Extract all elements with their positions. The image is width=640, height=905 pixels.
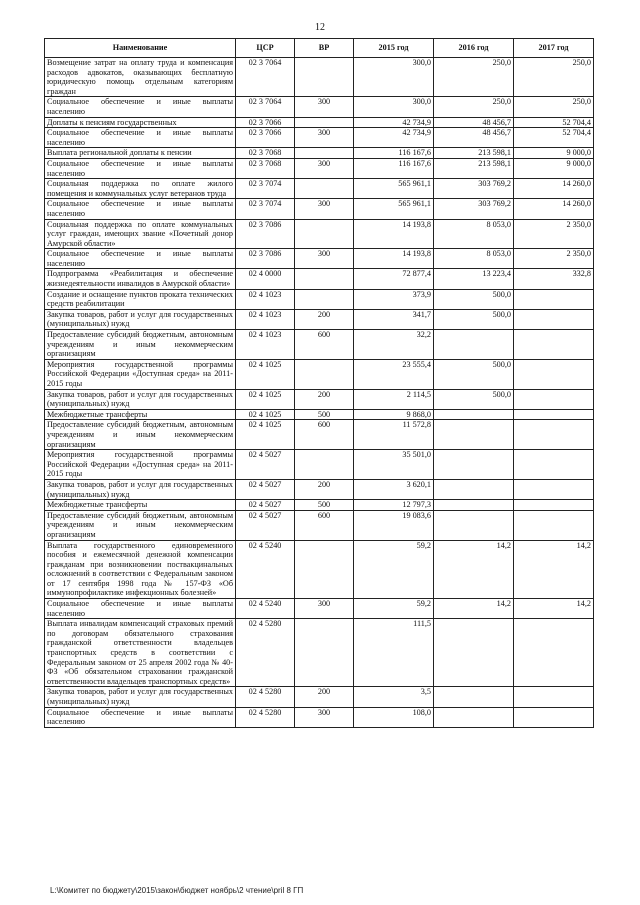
cell-name: Мероприятия государственной программы Российской Федерации «Доступная среда» на 2011-2015 годы [45, 359, 236, 389]
cell-2015: 2 114,5 [354, 389, 434, 409]
cell-name: Социальное обеспечение и иные выплаты населению [45, 707, 236, 727]
cell-2016: 13 223,4 [434, 269, 514, 289]
cell-name: Закупка товаров, работ и услуг для государственных (муниципальных) нужд [45, 389, 236, 409]
table-header-row [45, 39, 594, 58]
cell-name: Социальное обеспечение и иные выплаты населению [45, 97, 236, 117]
table-row [45, 420, 594, 450]
cell-csr: 02 4 5280 [236, 707, 295, 727]
cell-name: Закупка товаров, работ и услуг для государственных (муниципальных) нужд [45, 309, 236, 329]
cell-vr [295, 289, 354, 309]
table-row [45, 219, 594, 249]
cell-name: Подпрограмма «Реабилитация и обеспечение жизнедеятельности инвалидов в Амурской области» [45, 269, 236, 289]
cell-name: Социальное обеспечение и иные выплаты населению [45, 599, 236, 619]
cell-2017 [514, 309, 594, 329]
cell-2017: 2 350,0 [514, 249, 594, 269]
cell-name: Выплата государственного единовременного пособия и ежемесячной денежной компенсации гражданам при возникновении поствакцинальных осложнений в соответствии с Федеральным законом от 17 сентября 1998 года № 157-ФЗ «Об иммунопрофилактике инфекционных болезней» [45, 540, 236, 599]
cell-2017 [514, 450, 594, 480]
cell-2017: 52 704,4 [514, 117, 594, 128]
cell-vr [295, 359, 354, 389]
cell-2015: 12 797,3 [354, 500, 434, 511]
cell-2016: 213 598,1 [434, 158, 514, 178]
cell-csr: 02 3 7066 [236, 128, 295, 148]
cell-2017: 14,2 [514, 540, 594, 599]
cell-2015: 116 167,6 [354, 158, 434, 178]
cell-csr: 02 4 5027 [236, 450, 295, 480]
cell-vr: 200 [295, 687, 354, 707]
cell-2015: 42 734,9 [354, 117, 434, 128]
cell-2017: 14 260,0 [514, 199, 594, 219]
cell-csr: 02 4 1025 [236, 409, 295, 420]
cell-name: Предоставление субсидий бюджетным, автономным учреждениям и иным некоммерческим организациям [45, 330, 236, 360]
cell-2017 [514, 359, 594, 389]
cell-csr: 02 3 7064 [236, 97, 295, 117]
cell-name: Социальная поддержка по оплате жилого помещения и коммунальных услуг ветеранов труда [45, 179, 236, 199]
table-row [45, 500, 594, 511]
cell-2016: 500,0 [434, 389, 514, 409]
cell-csr: 02 4 1023 [236, 309, 295, 329]
cell-2015: 14 193,8 [354, 249, 434, 269]
table-row [45, 687, 594, 707]
header-csr: ЦСР [236, 39, 295, 58]
cell-2017: 14,2 [514, 599, 594, 619]
cell-vr: 300 [295, 599, 354, 619]
cell-name: Создание и оснащение пунктов проката технических средств реабилитации [45, 289, 236, 309]
cell-vr: 600 [295, 330, 354, 360]
header-2017: 2017 год [514, 39, 594, 58]
cell-2016: 14,2 [434, 540, 514, 599]
cell-2015: 3 620,1 [354, 479, 434, 499]
cell-2017 [514, 289, 594, 309]
cell-2016: 48 456,7 [434, 128, 514, 148]
cell-vr: 300 [295, 249, 354, 269]
cell-2017 [514, 687, 594, 707]
table-row [45, 450, 594, 480]
cell-csr: 02 4 1023 [236, 330, 295, 360]
cell-vr [295, 117, 354, 128]
cell-2016: 500,0 [434, 359, 514, 389]
cell-2015: 42 734,9 [354, 128, 434, 148]
cell-2015: 373,9 [354, 289, 434, 309]
cell-name: Предоставление субсидий бюджетным, автономным учреждениям и иным некоммерческим организациям [45, 510, 236, 540]
cell-2017 [514, 420, 594, 450]
cell-name: Межбюджетные трансферты [45, 409, 236, 420]
cell-vr: 500 [295, 409, 354, 420]
header-vr: ВР [295, 39, 354, 58]
cell-vr: 600 [295, 420, 354, 450]
cell-2016 [434, 409, 514, 420]
cell-2016 [434, 479, 514, 499]
cell-csr: 02 4 1025 [236, 420, 295, 450]
cell-name: Социальное обеспечение и иные выплаты населению [45, 249, 236, 269]
table-row [45, 707, 594, 727]
cell-vr [295, 219, 354, 249]
cell-vr: 600 [295, 510, 354, 540]
cell-2015: 11 572,8 [354, 420, 434, 450]
cell-name: Мероприятия государственной программы Российской Федерации «Доступная среда» на 2011-2015 годы [45, 450, 236, 480]
cell-name: Межбюджетные трансферты [45, 500, 236, 511]
cell-csr: 02 4 1025 [236, 389, 295, 409]
cell-2015: 300,0 [354, 58, 434, 97]
cell-name: Социальная поддержка по оплате коммунальных услуг граждан, имеющих звание «Почетный донор Амурской области» [45, 219, 236, 249]
header-2016: 2016 год [434, 39, 514, 58]
cell-2016 [434, 619, 514, 687]
cell-csr: 02 4 5240 [236, 540, 295, 599]
cell-2015: 3,5 [354, 687, 434, 707]
table-row [45, 58, 594, 97]
cell-2016: 48 456,7 [434, 117, 514, 128]
cell-2016 [434, 687, 514, 707]
cell-2017 [514, 330, 594, 360]
cell-vr: 300 [295, 97, 354, 117]
cell-2016 [434, 420, 514, 450]
cell-csr: 02 4 5027 [236, 510, 295, 540]
cell-2017 [514, 619, 594, 687]
table-row [45, 409, 594, 420]
cell-vr: 300 [295, 128, 354, 148]
cell-vr: 300 [295, 158, 354, 178]
cell-2015: 14 193,8 [354, 219, 434, 249]
cell-2017: 52 704,4 [514, 128, 594, 148]
cell-csr: 02 4 5280 [236, 687, 295, 707]
cell-name: Социальное обеспечение и иные выплаты населению [45, 128, 236, 148]
page-number: 12 [315, 22, 325, 33]
table-body [45, 58, 594, 728]
cell-name: Социальное обеспечение и иные выплаты населению [45, 158, 236, 178]
header-2015: 2015 год [354, 39, 434, 58]
table-row [45, 389, 594, 409]
cell-2015: 59,2 [354, 540, 434, 599]
cell-2016: 303 769,2 [434, 199, 514, 219]
cell-csr: 02 4 1025 [236, 359, 295, 389]
cell-2016: 500,0 [434, 309, 514, 329]
cell-vr: 200 [295, 389, 354, 409]
cell-2016 [434, 510, 514, 540]
cell-name: Доплаты к пенсиям государственных [45, 117, 236, 128]
cell-2015: 19 083,6 [354, 510, 434, 540]
cell-2015: 111,5 [354, 619, 434, 687]
cell-2016 [434, 330, 514, 360]
cell-2015: 116 167,6 [354, 148, 434, 159]
header-name: Наименование [45, 39, 236, 58]
table-row [45, 179, 594, 199]
cell-2016 [434, 500, 514, 511]
cell-name: Закупка товаров, работ и услуг для государственных (муниципальных) нужд [45, 479, 236, 499]
table-row [45, 269, 594, 289]
cell-2017: 332,8 [514, 269, 594, 289]
cell-2017 [514, 479, 594, 499]
cell-2016: 8 053,0 [434, 249, 514, 269]
table-row [45, 199, 594, 219]
table-row [45, 97, 594, 117]
cell-name: Возмещение затрат на оплату труда и компенсация расходов адвокатов, оказывающих бесплатную юридическую помощь отдельным категориям граждан [45, 58, 236, 97]
cell-csr: 02 4 1023 [236, 289, 295, 309]
cell-name: Предоставление субсидий бюджетным, автономным учреждениям и иным некоммерческим организациям [45, 420, 236, 450]
cell-2017 [514, 389, 594, 409]
table-row [45, 510, 594, 540]
cell-csr: 02 4 5027 [236, 479, 295, 499]
cell-2016 [434, 707, 514, 727]
cell-csr: 02 4 0000 [236, 269, 295, 289]
cell-vr [295, 269, 354, 289]
cell-2015: 35 501,0 [354, 450, 434, 480]
table-row [45, 479, 594, 499]
cell-vr: 200 [295, 479, 354, 499]
cell-csr: 02 3 7064 [236, 58, 295, 97]
cell-2017: 250,0 [514, 97, 594, 117]
cell-vr [295, 58, 354, 97]
cell-2016: 250,0 [434, 58, 514, 97]
cell-vr [295, 148, 354, 159]
table-row [45, 619, 594, 687]
cell-csr: 02 4 5280 [236, 619, 295, 687]
cell-vr [295, 619, 354, 687]
cell-2017 [514, 409, 594, 420]
cell-2017 [514, 500, 594, 511]
table-row [45, 330, 594, 360]
cell-name: Закупка товаров, работ и услуг для государственных (муниципальных) нужд [45, 687, 236, 707]
cell-2015: 23 555,4 [354, 359, 434, 389]
cell-2015: 565 961,1 [354, 199, 434, 219]
cell-vr: 300 [295, 199, 354, 219]
table-row [45, 540, 594, 599]
cell-vr [295, 179, 354, 199]
cell-2017 [514, 510, 594, 540]
table-row [45, 148, 594, 159]
cell-2016: 213 598,1 [434, 148, 514, 159]
cell-2017: 9 000,0 [514, 148, 594, 159]
cell-name: Выплата инвалидам компенсаций страховых премий по договорам обязательного страхования гражданской ответственности владельцев транспортных средств в соответствии с Федеральным законом от 25 апреля 2002 года № 40-ФЗ «Об обязательном страховании гражданской ответственности владельцев транспортных средств» [45, 619, 236, 687]
table-row [45, 289, 594, 309]
cell-2016: 250,0 [434, 97, 514, 117]
cell-csr: 02 4 5240 [236, 599, 295, 619]
cell-vr [295, 450, 354, 480]
cell-2016: 500,0 [434, 289, 514, 309]
cell-name: Выплата региональной доплаты к пенсии [45, 148, 236, 159]
cell-csr: 02 3 7086 [236, 219, 295, 249]
cell-csr: 02 3 7086 [236, 249, 295, 269]
cell-2015: 72 877,4 [354, 269, 434, 289]
cell-vr [295, 540, 354, 599]
cell-csr: 02 3 7068 [236, 158, 295, 178]
cell-2016 [434, 450, 514, 480]
budget-table [44, 38, 594, 728]
cell-csr: 02 3 7074 [236, 199, 295, 219]
table-row [45, 599, 594, 619]
cell-csr: 02 4 5027 [236, 500, 295, 511]
table-row [45, 158, 594, 178]
cell-2017: 14 260,0 [514, 179, 594, 199]
cell-2015: 108,0 [354, 707, 434, 727]
cell-vr: 300 [295, 707, 354, 727]
cell-2017 [514, 707, 594, 727]
cell-2015: 9 868,0 [354, 409, 434, 420]
cell-2015: 59,2 [354, 599, 434, 619]
cell-csr: 02 3 7066 [236, 117, 295, 128]
table-row [45, 249, 594, 269]
cell-vr: 200 [295, 309, 354, 329]
table-row [45, 117, 594, 128]
cell-name: Социальное обеспечение и иные выплаты населению [45, 199, 236, 219]
footer-file-path: L:\Комитет по бюджету\2015\закон\бюджет ноябрь\2 чтение\pril 8 ГП [50, 886, 304, 895]
cell-2017: 2 350,0 [514, 219, 594, 249]
cell-csr: 02 3 7074 [236, 179, 295, 199]
cell-2015: 565 961,1 [354, 179, 434, 199]
cell-vr: 500 [295, 500, 354, 511]
cell-2015: 300,0 [354, 97, 434, 117]
cell-2016: 14,2 [434, 599, 514, 619]
cell-csr: 02 3 7068 [236, 148, 295, 159]
cell-2017: 250,0 [514, 58, 594, 97]
cell-2016: 8 053,0 [434, 219, 514, 249]
table-row [45, 309, 594, 329]
table-row [45, 128, 594, 148]
cell-2016: 303 769,2 [434, 179, 514, 199]
cell-2015: 341,7 [354, 309, 434, 329]
cell-2015: 32,2 [354, 330, 434, 360]
table-row [45, 359, 594, 389]
cell-2017: 9 000,0 [514, 158, 594, 178]
